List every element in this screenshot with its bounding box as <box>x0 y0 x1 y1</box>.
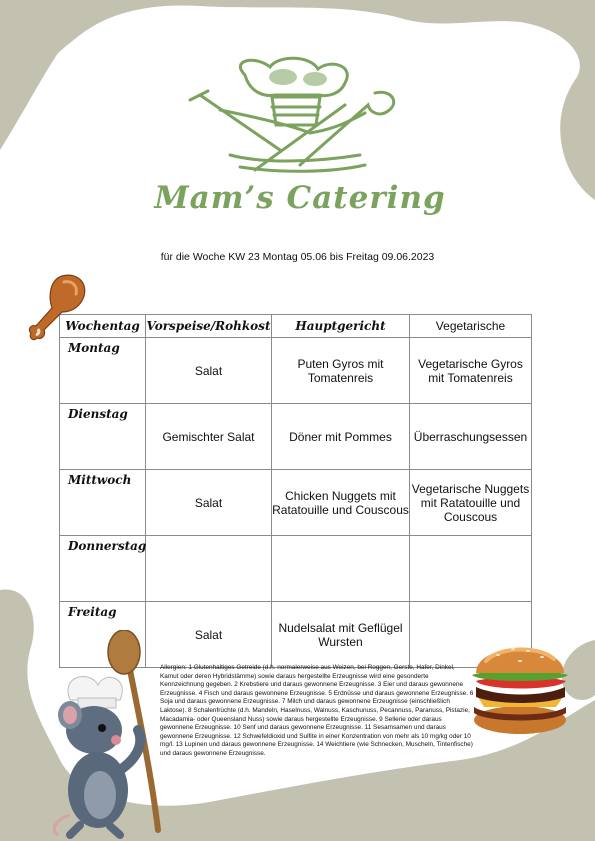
day-cell: Dienstag <box>60 404 146 470</box>
allergen-notice: Allergien: 1 Glutenhaltiges Getreide (d.h. normalerweise aus Weizen, bei Roggen, Gerste, Hafer, Dinkel, Kamut oder deren Hybridstämme) sowie daraus hergestellte Erzeugnisse wird eine gesonderte Kennzeichnung gegeben. 2 Krebstiere und daraus gewonnene Erzeugnisse. 3 Eier und daraus gewonnene Erzeugnisse. 4 Fisch und daraus gewonnene Erzeugnisse. 5 Erdnüsse und daraus gewonnene Erzeugnisse. 6 Soja und daraus gewonnene Erzeugnisse. 7 Milch und daraus gewonnene Erzeugnisse (einschließlich Laktose). 8 Schalenfrüchte (d.h. Mandeln, Haselnuss, Walnuss, Kaschunuss, Pecannuss, Paranuss, Pistazie, Macadamia- oder Queensland Nuss) sowie daraus hergestellte Erzeugnisse. 9 Sellerie oder daraus gewonnene Erzeugnisse. 10 Senf und daraus gewonnene Erzeugnisse. 11 Sesamsamen und daraus gewonnene Erzeugnisse. 12 Schwefeldioxid und Sulfite in einer Konzentration von mehr als 10 mg/kg oder 10 mg/l. 13 Lupinen und daraus gewonnene Erzeugnisse. 14 Weichtiere (wie Schnecken, Muscheln, Tintenfische) und daraus gewonnene Erzeugnisse. <box>160 664 474 757</box>
table-row <box>60 536 532 602</box>
chef-rat-icon <box>50 630 190 840</box>
header-weekday: Wochentag <box>60 315 146 338</box>
day-cell: Freitag <box>60 602 146 668</box>
main-cell: Nudelsalat mit Geflügel Wursten <box>272 602 410 668</box>
table-row <box>60 470 532 536</box>
veg-cell: Vegetarische Nuggets mit Ratatouille und Couscous <box>410 470 532 536</box>
burger-icon <box>468 625 573 740</box>
drumstick-icon <box>28 272 92 342</box>
header-main: Hauptgericht <box>272 315 410 338</box>
main-cell: Döner mit Pommes <box>272 404 410 470</box>
starter-cell <box>146 536 272 602</box>
table-row <box>60 338 532 404</box>
main-cell: Chicken Nuggets mit Ratatouille und Couscous <box>272 470 410 536</box>
week-line: für die Woche KW 23 Montag 05.06 bis Freitag 09.06.2023 <box>160 251 435 263</box>
veg-cell: Vegetarische Gyros mit Tomatenreis <box>410 338 532 404</box>
main-cell <box>272 536 410 602</box>
header-starter: Vorspeise/Rohkost <box>146 315 272 338</box>
weekly-menu-table <box>59 314 532 668</box>
starter-cell: Gemischter Salat <box>146 404 272 470</box>
table-header-row <box>60 315 532 338</box>
chef-logo-icon <box>160 55 440 180</box>
header-vegetarian: Vegetarische <box>410 315 532 338</box>
day-cell: Donnerstag <box>60 536 146 602</box>
table-row <box>60 404 532 470</box>
veg-cell: Überraschungsessen <box>410 404 532 470</box>
starter-cell: Salat <box>146 338 272 404</box>
starter-cell: Salat <box>146 470 272 536</box>
starter-cell: Salat <box>146 602 272 668</box>
veg-cell <box>410 536 532 602</box>
day-cell: Montag <box>60 338 146 404</box>
day-cell: Mittwoch <box>60 470 146 536</box>
brand-title: Mam’s Catering <box>154 180 446 216</box>
main-cell: Puten Gyros mit Tomatenreis <box>272 338 410 404</box>
